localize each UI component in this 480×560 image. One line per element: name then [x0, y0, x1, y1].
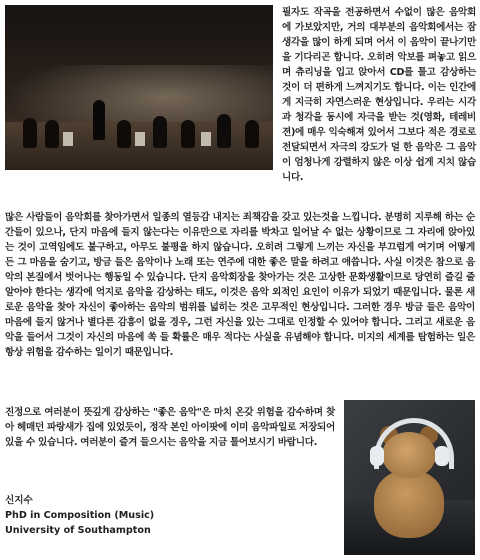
author-degree: PhD in Composition (Music) [5, 510, 155, 521]
intro-paragraph: 필자도 작곡을 전공하면서 수없이 많은 음악회에 가보았지만, 거의 대부분의 음악회에서는 잠생각을 많이 하게 되며 어서 이 음악이 끝나기만을 기다리곤 합니다. 오히려 악보를 펴놓고 읽으며 츄리닝을 입고 앉아서 CD를 틀고 감상하는 것이 더 편하게 느껴지기도 합니다. 이는 인간에게 지극히 자연스러운 현상입니다. 우리는 시각과 청각을 동시에 자극을 받는 것(영화, 테레비젼)에 매우 익숙해져 있어서 그보다 적은 경로로 전달되면서 자극의 강도가 덜 한 음악은 그 음악이 엄청나게 강렬하지 않은 이상 쉽게 지치 않습니다. [282, 7, 476, 183]
body-paragraph: 많은 사람들이 음악회를 찾아가면서 일종의 열등감 내지는 죄책감을 갖고 있는것을 느낍니다. 분명히 지루해 하는 순간들이 있으나, 단지 마음에 들지 않는다는 이유만으로 자리를 박차고 일어날 수 없는 상황이므로 그 자리에 앉아있는 것이 고역임에도 불구하고, 아무도 불평을 하지 않습니다. 오히려 그렇게 느끼는 자신을 부끄럽게 여기며 어떻게든 그 마음을 숨기고, 방금 들은 음악이나 노래 또는 연주에 대한 좋은 말을 하려고 애씁니다. 사실 이것은 참으로 음악의 본질에서 벗어나는 행동일 수 있습니다. 단지 음악회장을 찾아가는 것은 고상한 문화생활이므로 당연히 즐길 줄 알아야 한다는 생각에 억지로 음악을 감상하는 태도, 이것은 음악 외적인 요인이 이유가 되었기 때문입니다. 물론 새로운 음악을 찾아 자신이 좋아하는 음악의 범위를 넓히는 것은 고무적인 현상입니다. 그러한 경우 방금 들은 음악이 마음에 들지 않거나 별다른 감흥이 없을 경우, 그런 자신을 있는 그대로 인정할 수 있어야 합니다. 그리고 새로운 음악을 들어서 그것이 자신의 마음에 쏙 들 확률은 매우 적다는 사실을 유념해야 합니다. 미지의 세계를 탐험하는 일은 항상 위험을 감수하는 일이기 때문입니다. [5, 212, 475, 358]
closing-paragraph: 진정으로 여러분이 뜻깊게 감상하는 "좋은 음악"은 마치 온갖 위험을 감수하며 찾아 헤매던 파랑새가 집에 있었듯이, 정작 본인 아이팟에 이미 음악파일로 저장되어 있을 수 있습니다. 여러분이 즐겨 들으시는 음악을 지금 틀어보시기 바랍니다. [5, 407, 335, 448]
author-university: University of Southampton [5, 525, 151, 536]
orchestra-photo [5, 5, 273, 170]
teddy-bear-headphones-photo [344, 400, 475, 555]
author-name: 신지수 [5, 495, 33, 506]
author-signature [5, 493, 205, 538]
